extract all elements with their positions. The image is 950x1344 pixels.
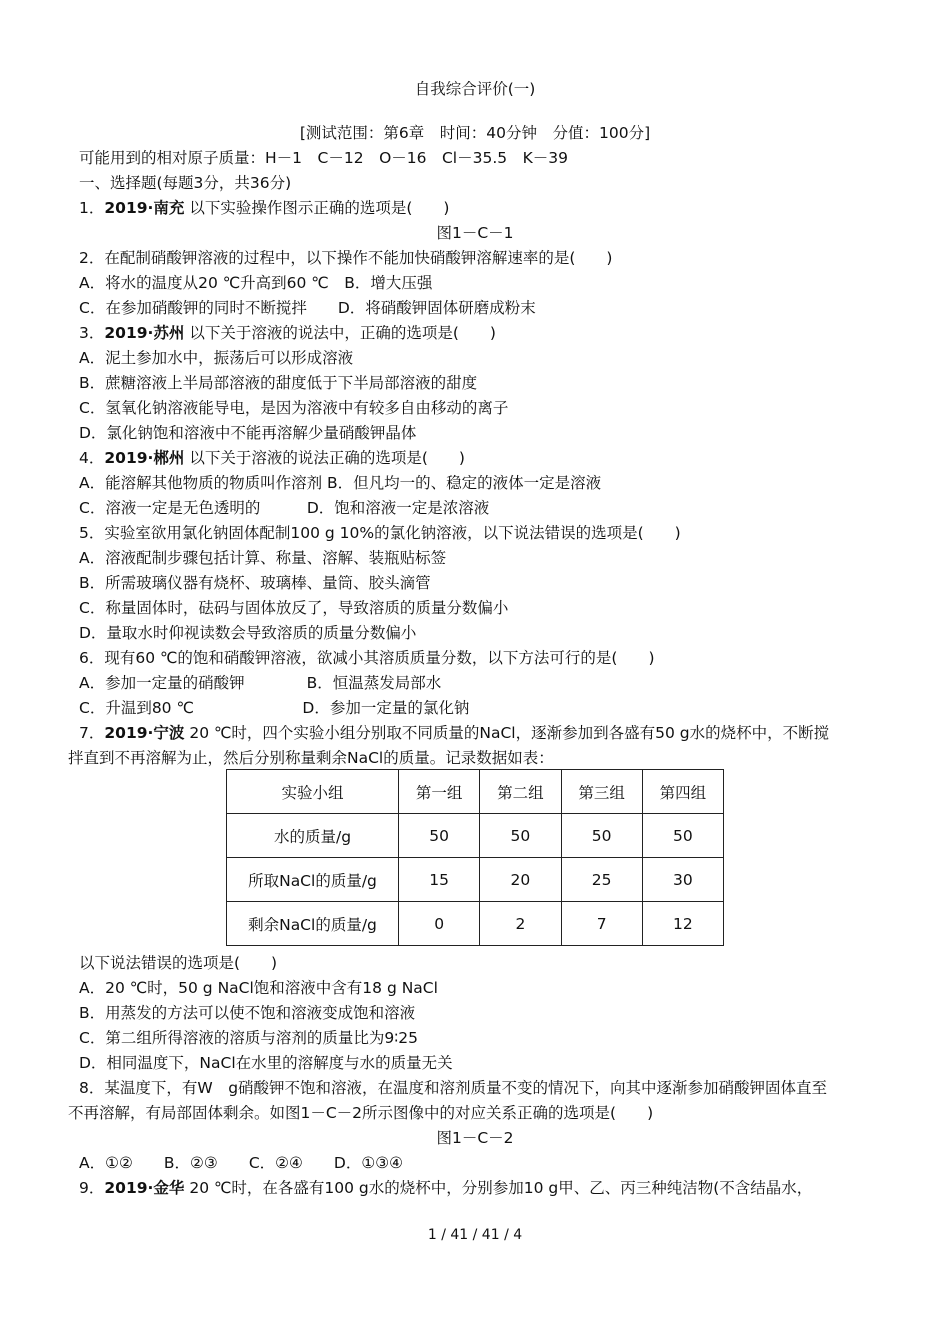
table-header-cell: 实验小组 xyxy=(227,770,399,814)
table-cell: 25 xyxy=(561,858,642,902)
option-line: A．参加一定量的硝酸钾 B．恒温蒸发局部水 xyxy=(79,674,442,692)
question-8-continued: 不再溶解，有局部固体剩余。如图1－C－2所示图像中的对应关系正确的选项是( ) xyxy=(68,1104,654,1122)
table-cell: 0 xyxy=(399,902,480,946)
option-line: A．能溶解其他物质的物质叫作溶剂 B．但凡均一的、稳定的液体一定是溶液 xyxy=(79,474,602,492)
question-source: 2019·宁波 xyxy=(104,724,185,742)
question-number: 3． xyxy=(79,324,105,342)
option-line: A．将水的温度从20 ℃升高到60 ℃ B．增大压强 xyxy=(79,274,433,292)
question-7-ask: 以下说法错误的选项是( ) xyxy=(79,954,278,972)
option-a: A．溶液配制步骤包括计算、称量、溶解、装瓶贴标签 xyxy=(79,549,447,567)
table-cell: 50 xyxy=(399,814,480,858)
question-number: 9． xyxy=(79,1179,105,1197)
question-number: 4． xyxy=(79,449,105,467)
question-5: 5．实验室欲用氯化钠固体配制100 g 10%的氯化钠溶液，以下说法错误的选项是( ) xyxy=(79,524,681,542)
question-8: 8．某温度下，有W g硝酸钾不饱和溶液，在温度和溶剂质量不变的情况下，向其中逐渐参加硝酸钾固体直至 xyxy=(79,1079,828,1097)
question-number: 1． xyxy=(79,199,105,217)
option-b: B．蔗糖溶液上半局部溶液的甜度低于下半局部溶液的甜度 xyxy=(79,374,478,392)
table-cell: 15 xyxy=(399,858,480,902)
option-c: C．第二组所得溶液的溶质与溶剂的质量比为9∶25 xyxy=(79,1029,418,1047)
table-cell: 所取NaCl的质量/g xyxy=(227,858,399,902)
page-footer: 1 / 41 / 41 / 4 xyxy=(427,1227,523,1243)
table-header-cell: 第四组 xyxy=(642,770,723,814)
atomic-masses: 可能用到的相对原子质量：H－1 C－12 O－16 Cl－35.5 K－39 xyxy=(79,149,569,167)
question-3 xyxy=(79,323,496,343)
question-text: 以下实验操作图示正确的选项是( ) xyxy=(184,199,450,217)
question-text: 以下关于溶液的说法中，正确的选项是( ) xyxy=(184,324,496,342)
page-title: 自我综合评价(一) xyxy=(414,80,536,98)
option-a: A．20 ℃时，50 g NaCl饱和溶液中含有18 g NaCl xyxy=(79,979,438,997)
question-text: 20 ℃时，在各盛有100 g水的烧杯中，分别参加10 g甲、乙、丙三种纯洁物(不含结晶水， xyxy=(184,1179,813,1197)
option-b: B．用蒸发的方法可以使不饱和溶液变成饱和溶液 xyxy=(79,1004,416,1022)
option-line: C．升温到80 ℃ D．参加一定量的氯化钠 xyxy=(79,699,470,717)
table-cell: 水的质量/g xyxy=(227,814,399,858)
option-line: A．①② B．②③ C．②④ D．①③④ xyxy=(79,1154,404,1172)
test-scope: [测试范围：第6章 时间：40分钟 分值：100分] xyxy=(299,124,651,142)
table-cell: 50 xyxy=(561,814,642,858)
question-text: 20 ℃时，四个实验小组分别取不同质量的NaCl，逐渐参加到各盛有50 g水的烧杯中，不断搅 xyxy=(184,724,830,742)
option-d: D．相同温度下，NaCl在水里的溶解度与水的质量无关 xyxy=(79,1054,453,1072)
table-cell: 30 xyxy=(642,858,723,902)
question-source: 2019·金华 xyxy=(104,1179,185,1197)
question-4 xyxy=(79,448,465,468)
table-cell: 7 xyxy=(561,902,642,946)
option-c: C．称量固体时，砝码与固体放反了，导致溶质的质量分数偏小 xyxy=(79,599,509,617)
table-row xyxy=(227,858,724,902)
question-number: 7． xyxy=(79,724,105,742)
table-cell: 12 xyxy=(642,902,723,946)
question-1 xyxy=(79,198,449,218)
option-line: C．溶液一定是无色透明的 D．饱和溶液一定是浓溶液 xyxy=(79,499,490,517)
section-heading: 一、选择题(每题3分，共36分) xyxy=(79,174,292,192)
table-header-cell: 第三组 xyxy=(561,770,642,814)
table-cell: 50 xyxy=(480,814,561,858)
table-cell: 50 xyxy=(642,814,723,858)
question-7 xyxy=(79,723,829,743)
question-6: 6．现有60 ℃的饱和硝酸钾溶液，欲减小其溶质质量分数，以下方法可行的是( ) xyxy=(79,649,655,667)
option-d: D．量取水时仰视读数会导致溶质的质量分数偏小 xyxy=(79,624,417,642)
option-a: A．泥土参加水中，振荡后可以形成溶液 xyxy=(79,349,354,367)
table-cell: 20 xyxy=(480,858,561,902)
data-table xyxy=(226,769,724,946)
table-header-row xyxy=(227,770,724,814)
option-b: B．所需玻璃仪器有烧杯、玻璃棒、量筒、胶头滴管 xyxy=(79,574,431,592)
table-cell: 剩余NaCl的质量/g xyxy=(227,902,399,946)
table-row xyxy=(227,814,724,858)
table-row xyxy=(227,902,724,946)
option-c: C．氢氧化钠溶液能导电，是因为溶液中有较多自由移动的离子 xyxy=(79,399,509,417)
option-line: C．在参加硝酸钾的同时不断搅拌 D．将硝酸钾固体研磨成粉末 xyxy=(79,299,536,317)
figure-caption-1: 图1－C－1 xyxy=(436,224,514,242)
table-cell: 2 xyxy=(480,902,561,946)
question-source: 2019·苏州 xyxy=(104,324,185,342)
option-d: D．氯化钠饱和溶液中不能再溶解少量硝酸钾晶体 xyxy=(79,424,417,442)
question-source: 2019·南充 xyxy=(104,199,185,217)
question-2: 2．在配制硝酸钾溶液的过程中，以下操作不能加快硝酸钾溶解速率的是( ) xyxy=(79,249,613,267)
figure-caption-2: 图1－C－2 xyxy=(436,1129,514,1147)
question-9 xyxy=(79,1178,812,1198)
question-text: 以下关于溶液的说法正确的选项是( ) xyxy=(184,449,465,467)
question-source: 2019·郴州 xyxy=(104,449,185,467)
question-7-continued: 拌直到不再溶解为止，然后分别称量剩余NaCl的质量。记录数据如表： xyxy=(68,749,554,767)
table-header-cell: 第一组 xyxy=(399,770,480,814)
table-header-cell: 第二组 xyxy=(480,770,561,814)
